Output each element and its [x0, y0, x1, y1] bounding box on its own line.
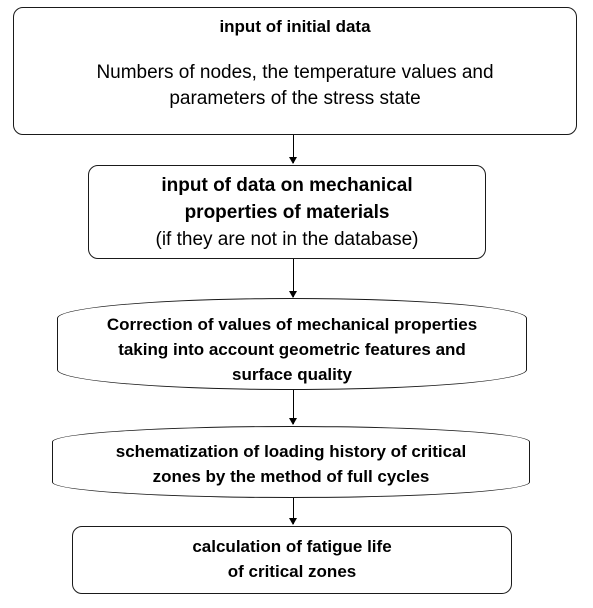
arrow-3 [293, 390, 294, 424]
schematization-box [52, 426, 530, 498]
arrow-2 [293, 259, 294, 297]
schematization-line-2: zones by the method of full cycles [152, 467, 430, 486]
mechanical-properties-line-2: properties of materials [184, 202, 390, 223]
fatigue-life-box [72, 526, 512, 594]
initial-data-box [13, 7, 577, 135]
correction-line-1: Correction of values of mechanical properties [106, 315, 478, 334]
mechanical-properties-line-3: (if they are not in the database) [155, 229, 419, 250]
correction-line-2: taking into account geometric features and [118, 340, 466, 359]
fatigue-life-line-2: of critical zones [227, 562, 357, 581]
fatigue-life-line-1: calculation of fatigue life [192, 537, 392, 556]
correction-box [57, 298, 527, 390]
arrow-1 [293, 135, 294, 163]
initial-data-text-line-2: parameters of the stress state [169, 88, 421, 109]
arrow-4 [293, 498, 294, 524]
schematization-line-1: schematization of loading history of critical [115, 442, 467, 461]
mechanical-properties-input-box [88, 165, 486, 259]
initial-data-title: input of initial data [219, 17, 371, 36]
mechanical-properties-line-1: input of data on mechanical [161, 175, 413, 196]
initial-data-text-line-1: Numbers of nodes, the temperature values and [96, 62, 494, 83]
correction-line-3: surface quality [232, 365, 352, 384]
